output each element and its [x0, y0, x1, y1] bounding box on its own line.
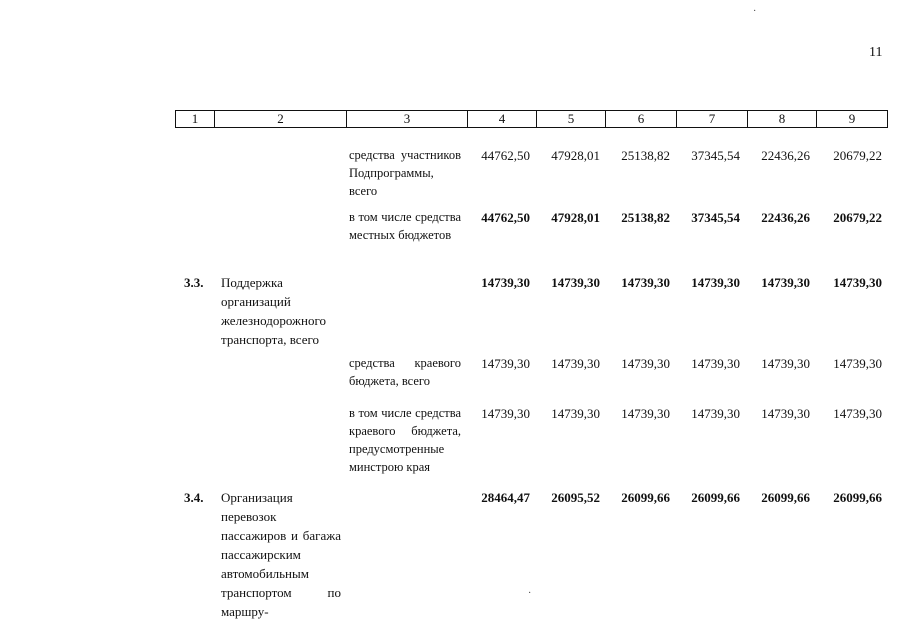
value-col-4: 14739,30	[481, 275, 530, 290]
value-col-6: 14739,30	[621, 356, 670, 371]
header-col-1: 1	[191, 111, 199, 126]
value-col-7: 14739,30	[691, 356, 740, 371]
value-col-7: 37345,54	[691, 148, 740, 163]
item-number: 3.4.	[184, 490, 204, 505]
value-col-5: 14739,30	[551, 356, 600, 371]
value-col-7: 14739,30	[691, 275, 740, 290]
value-col-6: 25138,82	[621, 148, 670, 163]
value-col-7: 26099,66	[691, 490, 740, 505]
value-col-8: 22436,26	[761, 148, 810, 163]
funding-source: в том числе средства местных бюджетов	[349, 210, 461, 242]
header-col-9: 9	[848, 111, 856, 126]
value-col-8: 14739,30	[761, 275, 810, 290]
value-col-6: 25138,82	[621, 210, 670, 225]
scan-mark-top: ·	[753, 6, 757, 17]
item-number: 3.3.	[184, 275, 204, 290]
value-col-8: 26099,66	[761, 490, 810, 505]
item-name: Поддержка организаций железнодорожного транспорта, всего	[221, 275, 326, 347]
value-col-5: 14739,30	[551, 275, 600, 290]
header-col-5: 5	[567, 111, 575, 126]
header-col-8: 8	[778, 111, 786, 126]
header-col-2: 2	[277, 111, 284, 126]
value-col-4: 44762,50	[481, 148, 530, 163]
header-col-4: 4	[498, 111, 506, 126]
value-col-9: 20679,22	[833, 210, 882, 225]
value-col-8: 14739,30	[761, 406, 810, 421]
value-col-5: 47928,01	[551, 148, 600, 163]
funding-source: средства краевого бюджета, всего	[349, 356, 461, 388]
value-col-7: 37345,54	[691, 210, 740, 225]
value-col-4: 28464,47	[481, 490, 530, 505]
item-name: Организация перевозок пассажиров и багажа пассажирским автомобильным транспортом по маршру-	[221, 490, 341, 619]
value-col-4: 14739,30	[481, 356, 530, 371]
value-col-9: 20679,22	[833, 148, 882, 163]
funding-source: в том числе средства краевого бюджета, предусмотренные минстрою края	[349, 406, 461, 474]
value-col-4: 14739,30	[481, 406, 530, 421]
page-number: 11	[869, 45, 883, 60]
scan-mark-bottom: ·	[528, 588, 532, 599]
value-col-8: 22436,26	[761, 210, 810, 225]
header-col-7: 7	[708, 111, 716, 126]
value-col-6: 14739,30	[621, 406, 670, 421]
value-col-9: 14739,30	[833, 406, 882, 421]
value-col-9: 26099,66	[833, 490, 882, 505]
value-col-6: 14739,30	[621, 275, 670, 290]
value-col-7: 14739,30	[691, 406, 740, 421]
header-col-3: 3	[403, 111, 411, 126]
value-col-5: 14739,30	[551, 406, 600, 421]
value-col-8: 14739,30	[761, 356, 810, 371]
header-col-6: 6	[637, 111, 645, 126]
value-col-9: 14739,30	[833, 275, 882, 290]
funding-source: средства участников Подпрограммы, всего	[349, 148, 461, 198]
value-col-5: 47928,01	[551, 210, 600, 225]
value-col-6: 26099,66	[621, 490, 670, 505]
value-col-4: 44762,50	[481, 210, 530, 225]
value-col-5: 26095,52	[551, 490, 600, 505]
value-col-9: 14739,30	[833, 356, 882, 371]
table-header	[175, 110, 888, 128]
